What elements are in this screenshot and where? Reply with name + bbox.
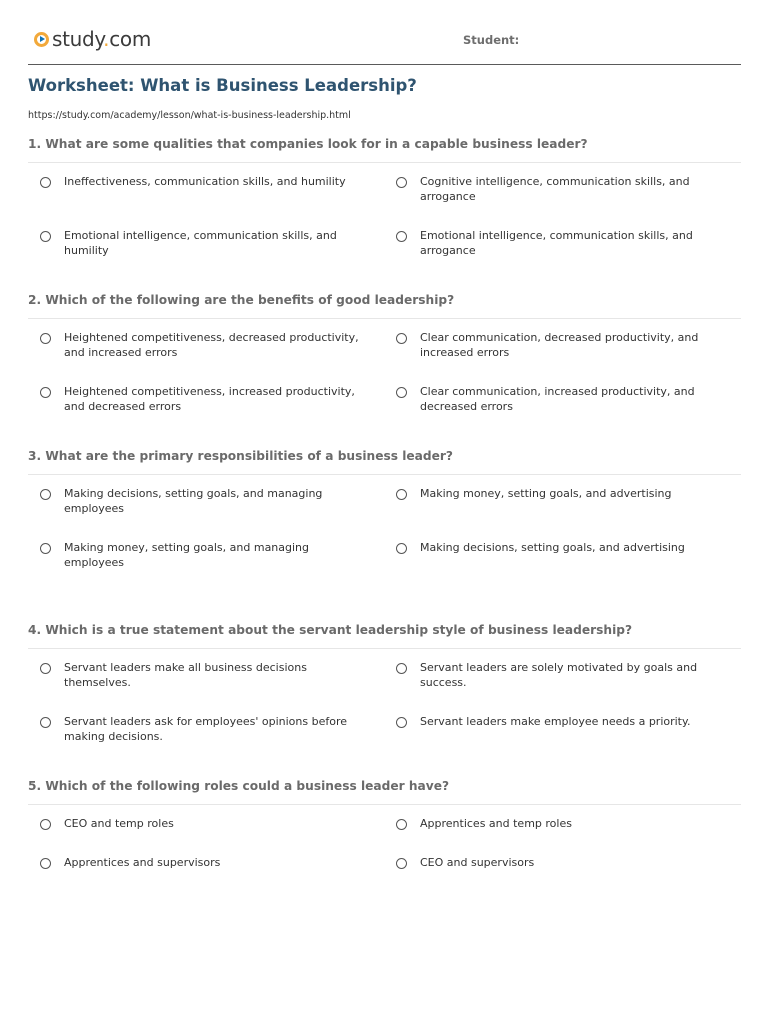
study-logo[interactable] [34, 28, 151, 50]
radio-button[interactable] [396, 177, 407, 188]
question-divider [28, 162, 741, 163]
question-text: 5. Which of the following roles could a business leader have? [28, 779, 450, 793]
answer-text: Servant leaders ask for employees' opinions before making decisions. [64, 715, 348, 743]
answer-option[interactable] [396, 855, 716, 870]
answer-option[interactable] [40, 228, 360, 258]
answer-text: CEO and supervisors [420, 856, 535, 869]
answer-option[interactable] [396, 714, 716, 729]
answer-option[interactable] [396, 228, 716, 258]
answer-option[interactable] [40, 174, 360, 189]
header [28, 0, 741, 65]
radio-button[interactable] [40, 387, 51, 398]
answer-text: Heightened competitiveness, decreased productivity, and increased errors [64, 331, 359, 359]
answer-option[interactable] [396, 540, 716, 555]
answer-text: Emotional intelligence, communication skills, and humility [64, 229, 337, 257]
answer-option[interactable] [396, 330, 716, 360]
answer-option[interactable] [40, 660, 360, 690]
answer-text: Emotional intelligence, communication skills, and arrogance [420, 229, 693, 257]
radio-button[interactable] [40, 333, 51, 344]
page-title: Worksheet: What is Business Leadership? [28, 76, 417, 95]
answer-text: Servant leaders make employee needs a priority. [420, 715, 691, 728]
answer-text: Cognitive intelligence, communication skills, and arrogance [420, 175, 690, 203]
question-3 [28, 449, 741, 569]
radio-button[interactable] [40, 543, 51, 554]
logo-tld: com [109, 27, 152, 51]
radio-button[interactable] [40, 177, 51, 188]
answer-option[interactable] [40, 714, 360, 744]
answer-option[interactable] [396, 174, 716, 204]
answer-option[interactable] [40, 540, 360, 570]
worksheet-page [28, 0, 741, 869]
radio-button[interactable] [40, 489, 51, 500]
radio-button[interactable] [40, 231, 51, 242]
question-text: 1. What are some qualities that companies look for in a capable business leader? [28, 137, 588, 151]
answer-text: Apprentices and temp roles [420, 817, 572, 830]
question-divider [28, 318, 741, 319]
question-4 [28, 623, 741, 743]
answer-text: Making decisions, setting goals, and advertising [420, 541, 685, 554]
question-1 [28, 137, 741, 257]
logo-main: study [52, 27, 104, 51]
answer-text: Servant leaders are solely motivated by goals and success. [420, 661, 698, 689]
answer-text: Servant leaders make all business decisions themselves. [64, 661, 307, 689]
answer-option[interactable] [396, 384, 716, 414]
question-text: 4. Which is a true statement about the servant leadership style of business leadership? [28, 623, 633, 637]
source-url[interactable]: https://study.com/academy/lesson/what-is-business-leadership.html [28, 110, 351, 121]
radio-button[interactable] [40, 858, 51, 869]
play-icon [34, 32, 49, 47]
radio-button[interactable] [396, 819, 407, 830]
radio-button[interactable] [396, 231, 407, 242]
answer-option[interactable] [40, 855, 360, 870]
radio-button[interactable] [396, 387, 407, 398]
answer-option[interactable] [40, 384, 360, 414]
radio-button[interactable] [396, 717, 407, 728]
answer-option[interactable] [396, 660, 716, 690]
question-5 [28, 779, 741, 869]
radio-button[interactable] [396, 858, 407, 869]
answer-text: Apprentices and supervisors [64, 856, 221, 869]
answer-text: Making money, setting goals, and managing employees [64, 541, 310, 569]
logo-dot: . [103, 27, 110, 51]
radio-button[interactable] [40, 819, 51, 830]
answer-text: Making money, setting goals, and advertising [420, 487, 672, 500]
answer-text: Heightened competitiveness, increased productivity, and decreased errors [64, 385, 355, 413]
answer-option[interactable] [40, 486, 360, 516]
radio-button[interactable] [40, 663, 51, 674]
question-divider [28, 648, 741, 649]
answer-option[interactable] [40, 816, 360, 831]
question-text: 2. Which of the following are the benefits of good leadership? [28, 293, 455, 307]
radio-button[interactable] [396, 333, 407, 344]
answer-text: Clear communication, increased productivity, and decreased errors [420, 385, 695, 413]
radio-button[interactable] [396, 489, 407, 500]
answer-text: CEO and temp roles [64, 817, 174, 830]
question-divider [28, 804, 741, 805]
answer-option[interactable] [396, 486, 716, 501]
question-divider [28, 474, 741, 475]
student-label: Student: [463, 33, 520, 47]
answer-option[interactable] [40, 330, 360, 360]
question-2 [28, 293, 741, 413]
answer-text: Ineffectiveness, communication skills, and humility [64, 175, 346, 188]
answer-option[interactable] [396, 816, 716, 831]
logo-text [52, 27, 151, 51]
question-text: 3. What are the primary responsibilities of a business leader? [28, 449, 453, 463]
answer-text: Making decisions, setting goals, and managing employees [64, 487, 323, 515]
answer-text: Clear communication, decreased productivity, and increased errors [420, 331, 699, 359]
radio-button[interactable] [40, 717, 51, 728]
radio-button[interactable] [396, 663, 407, 674]
radio-button[interactable] [396, 543, 407, 554]
